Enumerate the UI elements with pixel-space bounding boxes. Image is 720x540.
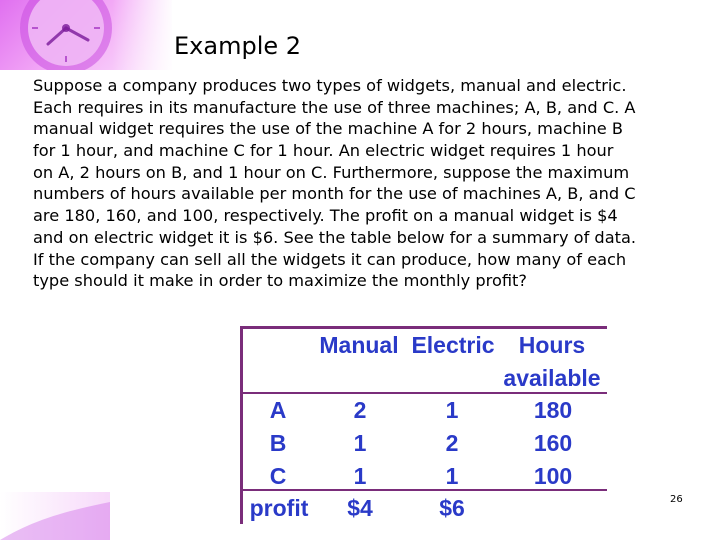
paragraph-line: and on electric widget it is $6. See the table below for a summary of data. (33, 227, 637, 247)
row-label: B (269, 430, 287, 456)
paragraph-line: are 180, 160, and 100, respectively. The profit on a manual widget is $4 (33, 206, 618, 226)
header-manual: Manual (319, 332, 399, 358)
bottom-decoration (0, 492, 110, 540)
profit-electric: $6 (439, 495, 465, 521)
profit-label: profit (249, 495, 309, 521)
page-number: 26 (670, 494, 683, 505)
corner-decoration (0, 0, 172, 70)
paragraph-line: on A, 2 hours on B, and 1 hour on C. Furthermore, suppose the maximum (33, 162, 630, 182)
problem-paragraph (33, 75, 703, 292)
paragraph-line: Each requires in its manufacture the use of three machines; A, B, and C. A (33, 97, 636, 117)
paragraph-line: numbers of hours available per month for the use of machines A, B, and C (33, 184, 636, 204)
table-cell: 1 (445, 463, 459, 489)
table-cell: 1 (353, 430, 367, 456)
paragraph-line: manual widget requires the use of the machine A for 2 hours, machine B (33, 119, 623, 139)
row-label: A (269, 397, 287, 423)
data-table (240, 326, 607, 524)
table-cell: 100 (533, 463, 573, 489)
slide-title: Example 2 (174, 32, 302, 60)
table-cell: 2 (445, 430, 459, 456)
paragraph-line: Suppose a company produces two types of widgets, manual and electric. (33, 76, 627, 95)
profit-manual: $4 (347, 495, 373, 521)
table-cell: 1 (353, 463, 367, 489)
header-electric: Electric (411, 332, 495, 358)
table-cell: 1 (445, 397, 459, 423)
header-hours-available: available (503, 365, 601, 391)
paragraph-line: for 1 hour, and machine C for 1 hour. An electric widget requires 1 hour (33, 141, 614, 161)
table-cell: 180 (533, 397, 573, 423)
paragraph-line: If the company can sell all the widgets it can produce, how many of each (33, 249, 627, 269)
table-cell: 2 (353, 397, 367, 423)
header-hours: Hours (518, 332, 586, 358)
wall-clock-icon (6, 0, 126, 70)
row-label: C (269, 463, 287, 489)
paragraph-line: type should it make in order to maximize the monthly profit? (33, 271, 527, 291)
table-cell: 160 (533, 430, 573, 456)
